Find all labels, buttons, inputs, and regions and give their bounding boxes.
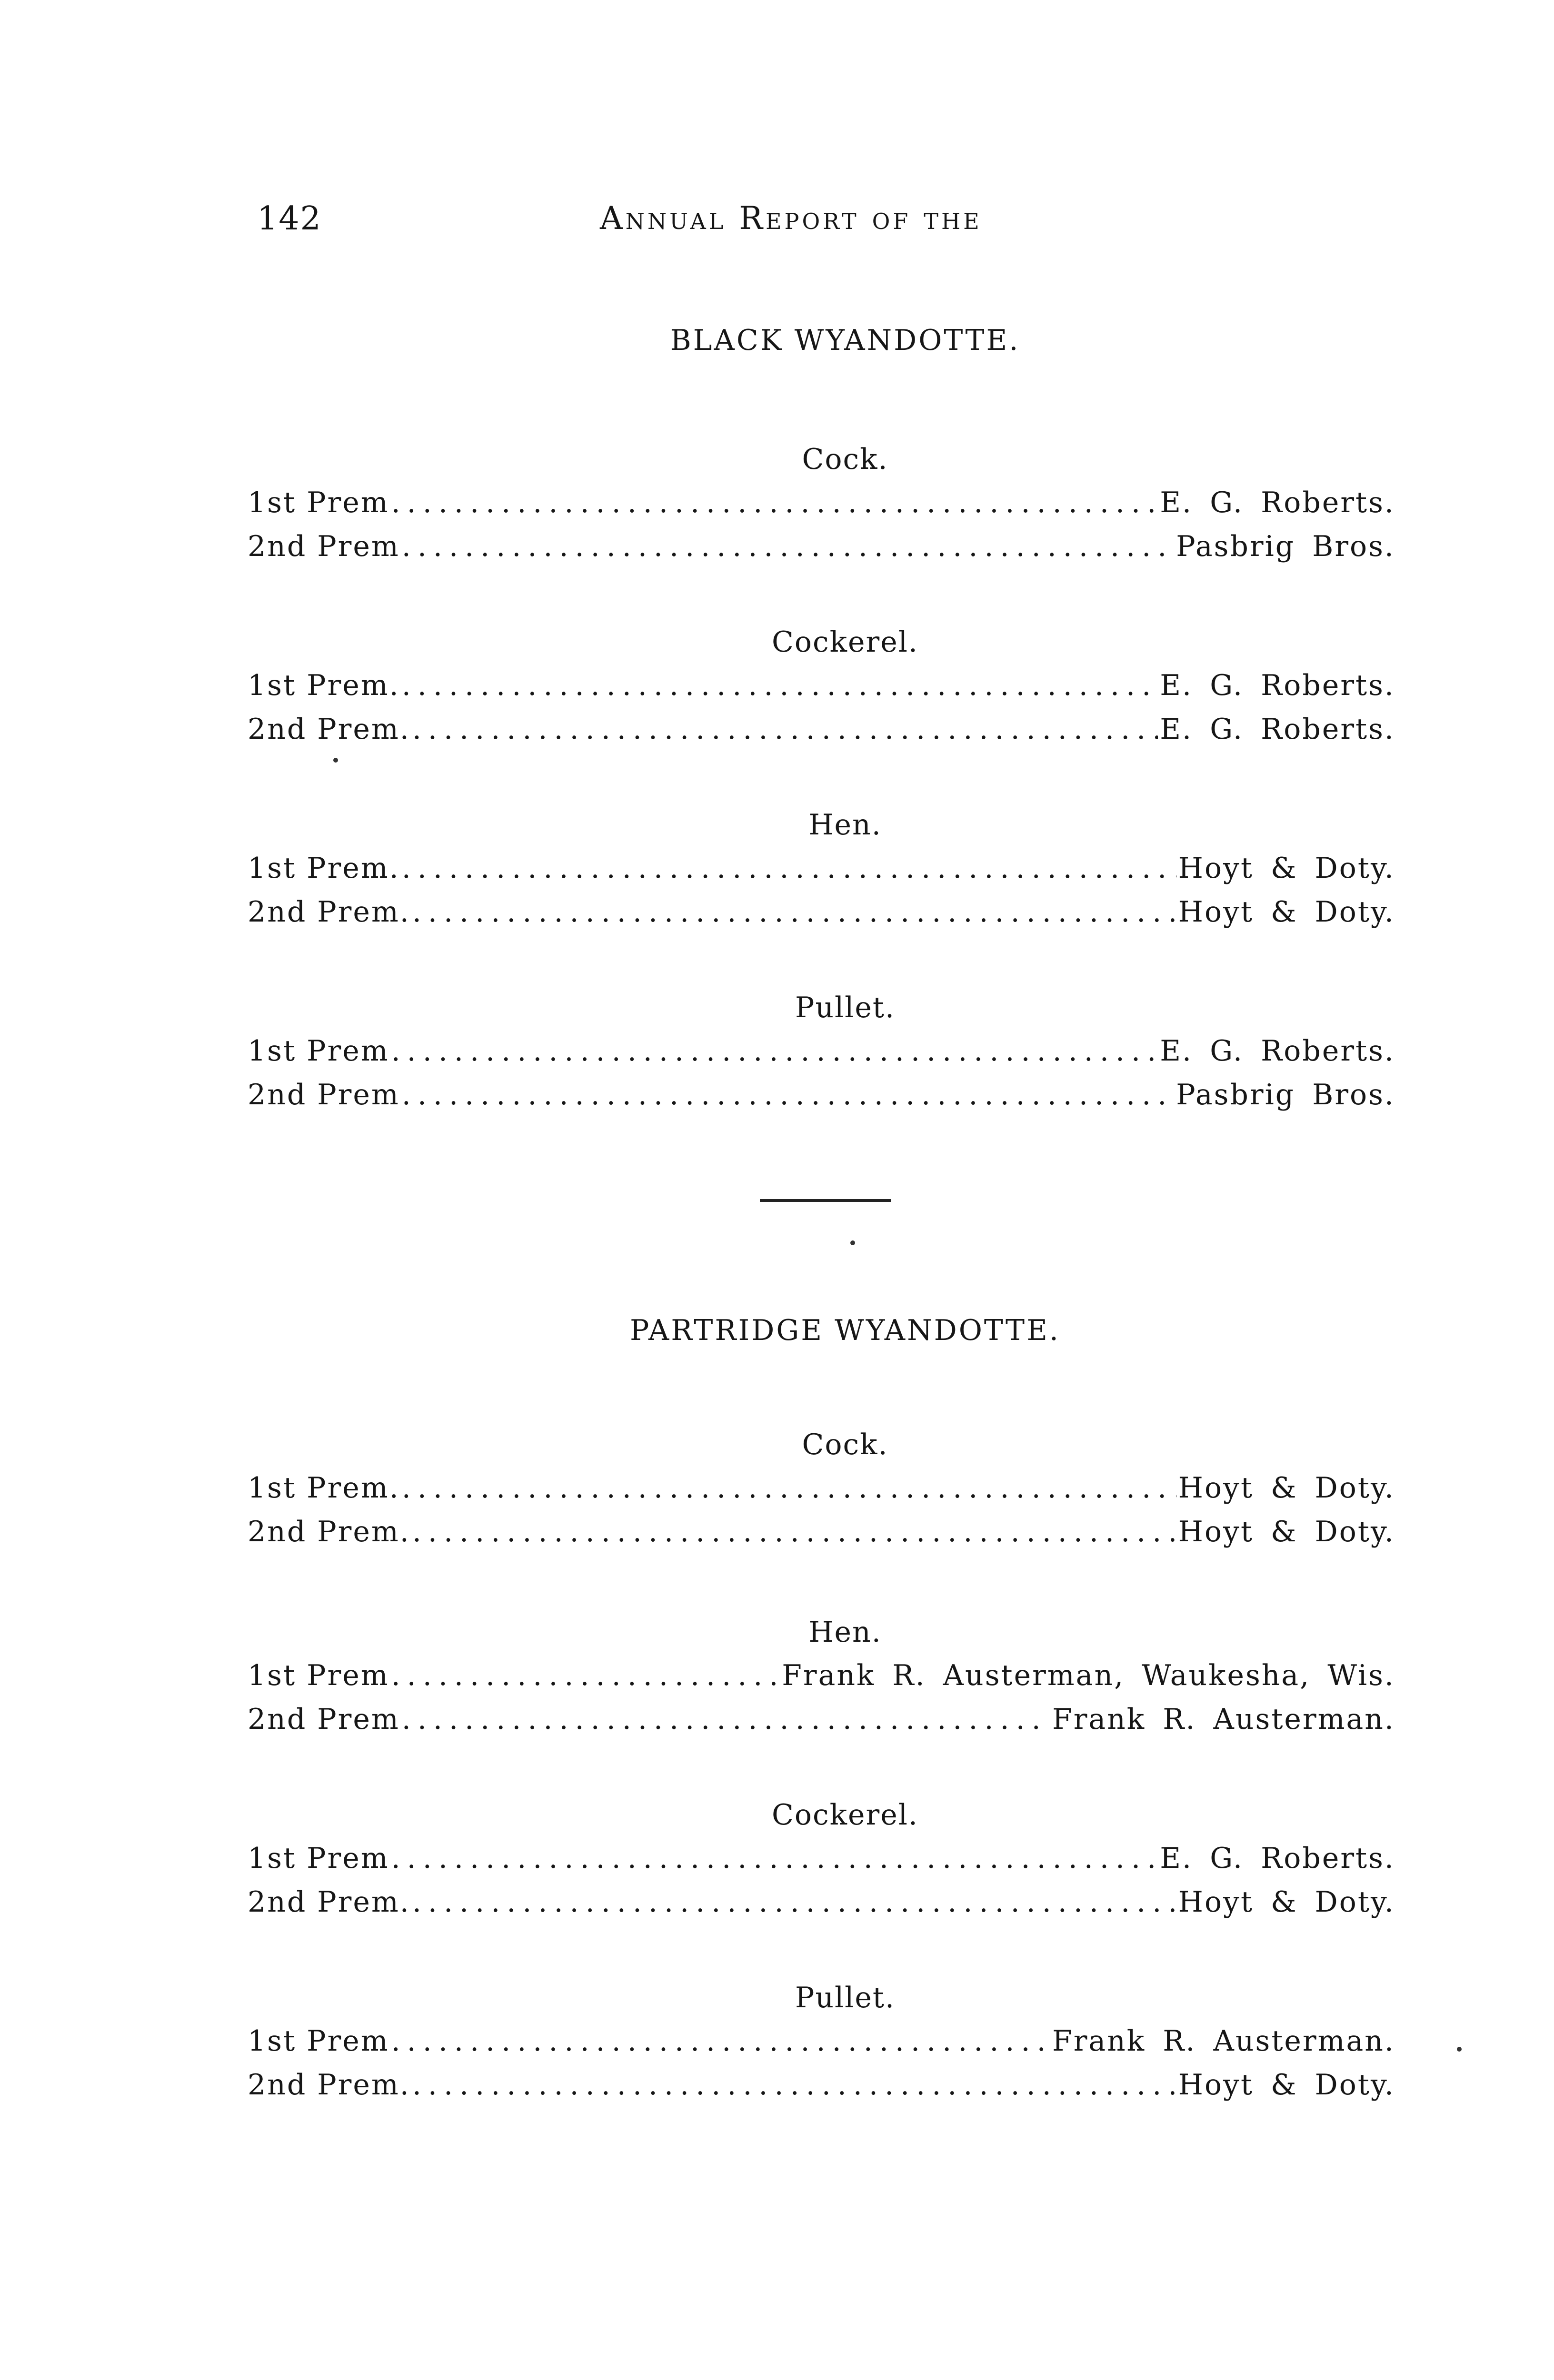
dot-leader — [412, 1510, 1176, 1554]
dot-leader — [412, 890, 1176, 934]
premium-entry — [248, 1880, 1395, 1924]
premium-winner: E. G. Roberts. — [1160, 486, 1395, 519]
premium-entry — [248, 1029, 1395, 1073]
premium-winner: Hoyt & Doty. — [1178, 895, 1395, 929]
dot-leader — [412, 2063, 1176, 2107]
premium-rank: 1st Prem. — [248, 852, 400, 885]
premium-winner: Hoyt & Doty. — [1178, 1515, 1395, 1548]
premium-winner: E. G. Roberts. — [1160, 669, 1395, 702]
category-cock — [248, 1423, 1395, 1554]
dot-leader — [402, 1073, 1174, 1117]
category-title: Cock. — [802, 1428, 888, 1461]
premium-winner: E. G. Roberts. — [1160, 1034, 1395, 1068]
premium-rank: 2nd Prem. — [248, 1515, 410, 1548]
dot-leader — [412, 1880, 1176, 1924]
premium-entry — [248, 525, 1395, 568]
premium-entry — [248, 2063, 1395, 2107]
premium-rank: 2nd Prem. — [248, 895, 410, 929]
premium-rank: 1st Prem. — [248, 1471, 400, 1505]
premium-rank: 1st Prem — [248, 486, 389, 519]
premium-rank: 2nd Prem. — [248, 713, 410, 746]
premium-entry — [248, 890, 1395, 934]
section-divider — [760, 1199, 891, 1202]
premium-winner: E. G. Roberts. — [1160, 713, 1395, 746]
dot-leader — [391, 1029, 1158, 1073]
page-number: 142 — [257, 200, 322, 238]
ink-speck — [333, 758, 338, 763]
premium-rank: 1st Prem — [248, 1659, 389, 1692]
premium-entry — [248, 1466, 1395, 1510]
category-cockerel — [248, 1794, 1395, 1924]
dot-leader — [402, 1697, 1050, 1741]
premium-winner: Pasbrig Bros. — [1176, 530, 1395, 563]
running-head — [257, 200, 1057, 243]
category-pullet — [248, 1976, 1395, 2107]
premium-rank: 2nd Prem — [248, 1078, 400, 1111]
dot-leader — [402, 1466, 1176, 1510]
premium-winner: Frank R. Austerman. — [1052, 2024, 1395, 2058]
premium-winner: Hoyt & Doty. — [1178, 2068, 1395, 2102]
category-hen — [248, 803, 1395, 934]
premium-entry — [248, 1510, 1395, 1554]
premium-winner: Hoyt & Doty. — [1178, 1471, 1395, 1505]
premium-rank: 2nd Prem. — [248, 1885, 410, 1919]
premium-rank: 2nd Prem. — [248, 2068, 410, 2102]
premium-entry — [248, 707, 1395, 751]
premium-rank: 1st Prem — [248, 1034, 389, 1068]
section-partridge-wyandotte — [248, 1314, 1395, 2107]
dot-leader — [402, 525, 1174, 568]
dot-leader — [391, 1836, 1158, 1880]
premium-entry — [248, 664, 1395, 707]
premium-entry — [248, 481, 1395, 525]
category-title: Hen. — [808, 1616, 882, 1649]
section-black-wyandotte — [248, 324, 1395, 1117]
premium-winner: Frank R. Austerman. — [1052, 1703, 1395, 1736]
dot-leader — [391, 1654, 780, 1697]
premium-entry — [248, 1654, 1395, 1697]
premium-entry — [248, 1697, 1395, 1741]
dot-leader — [391, 481, 1158, 525]
premium-rank: 1st Prem. — [248, 669, 400, 702]
category-title: Cock. — [802, 443, 888, 476]
running-title: Annual Report of the — [600, 200, 982, 237]
premium-entry — [248, 2019, 1395, 2063]
category-title: Hen. — [808, 808, 882, 842]
section-title: BLACK WYANDOTTE. — [670, 324, 1020, 357]
section-title: PARTRIDGE WYANDOTTE. — [630, 1314, 1060, 1347]
category-title: Pullet. — [795, 991, 896, 1024]
category-title: Cockerel. — [772, 1798, 918, 1832]
dot-leader — [402, 846, 1176, 890]
dot-leader — [402, 664, 1158, 707]
category-pullet — [248, 986, 1395, 1117]
premium-winner: Pasbrig Bros. — [1176, 1078, 1395, 1111]
premium-entry — [248, 1073, 1395, 1117]
category-cockerel — [248, 621, 1395, 751]
premium-rank: 2nd Prem — [248, 530, 400, 563]
dot-leader — [391, 2019, 1050, 2063]
dot-leader — [412, 707, 1158, 751]
premium-winner: Hoyt & Doty. — [1178, 852, 1395, 885]
category-hen — [248, 1611, 1395, 1741]
category-title: Pullet. — [795, 1981, 896, 2014]
category-cock — [248, 438, 1395, 568]
premium-winner: Hoyt & Doty. — [1178, 1885, 1395, 1919]
premium-entry — [248, 1836, 1395, 1880]
category-title: Cockerel. — [772, 625, 918, 659]
premium-winner: E. G. Roberts. — [1160, 1842, 1395, 1875]
premium-rank: 2nd Prem — [248, 1703, 400, 1736]
premium-entry — [248, 846, 1395, 890]
premium-winner: Frank R. Austerman, Waukesha, Wis. — [782, 1659, 1395, 1692]
ink-speck — [1457, 2047, 1462, 2052]
premium-rank: 1st Prem — [248, 2024, 389, 2058]
premium-rank: 1st Prem — [248, 1842, 389, 1875]
ink-speck — [850, 1240, 855, 1245]
